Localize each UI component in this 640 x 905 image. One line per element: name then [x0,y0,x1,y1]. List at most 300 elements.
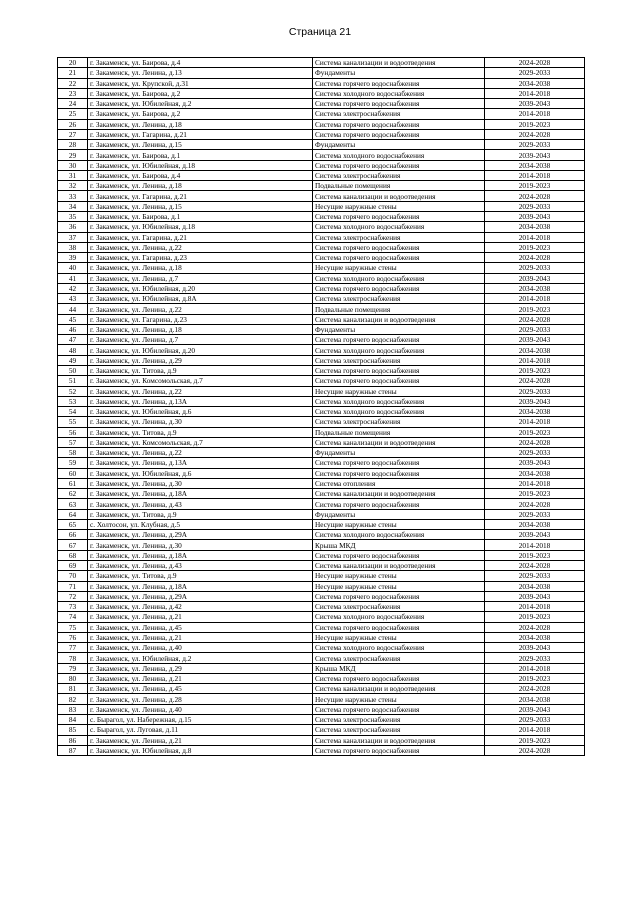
address-cell: г. Закаменск, ул. Гагарина, д.21 [88,232,313,242]
address-cell: г. Закаменск, ул. Титова, д.9 [88,509,313,519]
system-cell: Система электроснабжения [313,417,485,427]
address-cell: г. Закаменск, ул. Ленина, д.21 [88,612,313,622]
period-cell: 2019-2023 [485,427,585,437]
row-number: 67 [58,540,88,550]
period-cell: 2039-2043 [485,704,585,714]
table-row [58,150,585,160]
row-number: 68 [58,550,88,560]
system-cell: Несущие наружные стены [313,581,485,591]
table-row [58,437,585,447]
address-cell: г. Закаменск, ул. Ленина, д.21 [88,673,313,683]
system-cell: Система канализации и водоотведения [313,314,485,324]
address-cell: г. Закаменск, ул. Юбилейная, д.2 [88,653,313,663]
address-cell: г. Закаменск, ул. Ленина, д.42 [88,602,313,612]
address-cell: г. Закаменск, ул. Ленина, д.21 [88,735,313,745]
address-cell: г. Закаменск, ул. Ленина, д.7 [88,335,313,345]
address-cell: г. Закаменск, ул. Баирова, д.2 [88,88,313,98]
system-cell: Фундаменты [313,324,485,334]
period-cell: 2034-2038 [485,581,585,591]
period-cell: 2029-2033 [485,509,585,519]
period-cell: 2014-2018 [485,417,585,427]
system-cell: Система горячего водоснабжения [313,242,485,252]
period-cell: 2024-2028 [485,622,585,632]
row-number: 66 [58,530,88,540]
row-number: 34 [58,201,88,211]
period-cell: 2019-2023 [485,304,585,314]
period-cell: 2039-2043 [485,273,585,283]
address-cell: г. Закаменск, ул. Юбилейная, д.20 [88,283,313,293]
period-cell: 2024-2028 [485,745,585,755]
table-row [58,468,585,478]
table-row [58,201,585,211]
row-number: 37 [58,232,88,242]
period-cell: 2014-2018 [485,294,585,304]
table-row [58,581,585,591]
address-cell: г. Закаменск, ул. Юбилейная, д.6 [88,468,313,478]
period-cell: 2029-2033 [485,324,585,334]
table-row [58,129,585,139]
period-cell: 2014-2018 [485,88,585,98]
system-cell: Система канализации и водоотведения [313,58,485,68]
system-cell: Система канализации и водоотведения [313,735,485,745]
table-row [58,550,585,560]
period-cell: 2019-2023 [485,489,585,499]
address-cell: г. Закаменск, ул. Ленина, д.18А [88,581,313,591]
period-cell: 2019-2023 [485,181,585,191]
address-cell: г. Закаменск, ул. Ленина, д.18 [88,181,313,191]
period-cell: 2014-2018 [485,602,585,612]
table-row [58,355,585,365]
row-number: 76 [58,632,88,642]
period-cell: 2014-2018 [485,232,585,242]
system-cell: Система горячего водоснабжения [313,499,485,509]
system-cell: Несущие наружные стены [313,201,485,211]
address-cell: г. Закаменск, ул. Ленина, д.15 [88,140,313,150]
row-number: 26 [58,119,88,129]
system-cell: Система холодного водоснабжения [313,396,485,406]
row-number: 44 [58,304,88,314]
address-cell: г. Закаменск, ул. Титова, д.9 [88,571,313,581]
period-cell: 2024-2028 [485,684,585,694]
period-cell: 2024-2028 [485,129,585,139]
system-cell: Система горячего водоснабжения [313,376,485,386]
address-cell: г. Закаменск, ул. Ленина, д.22 [88,304,313,314]
table-row [58,170,585,180]
system-cell: Система электроснабжения [313,715,485,725]
system-cell: Система холодного водоснабжения [313,530,485,540]
address-cell: с. Бырагол, ул. Луговая, д.11 [88,725,313,735]
row-number: 39 [58,253,88,263]
page-number-header: Страница 21 [288,26,352,38]
row-number: 70 [58,571,88,581]
table-row [58,211,585,221]
table-row [58,725,585,735]
row-number: 50 [58,365,88,375]
table-row [58,109,585,119]
address-cell: г. Закаменск, ул. Юбилейная, д.20 [88,345,313,355]
row-number: 22 [58,78,88,88]
address-cell: г. Закаменск, ул. Ленина, д.43 [88,561,313,571]
table-row [58,242,585,252]
row-number: 77 [58,643,88,653]
row-number: 72 [58,591,88,601]
period-cell: 2034-2038 [485,468,585,478]
table-row [58,58,585,68]
address-cell: г. Закаменск, ул. Ленина, д.30 [88,540,313,550]
system-cell: Система канализации и водоотведения [313,561,485,571]
address-cell: г. Закаменск, ул. Баирова, д.4 [88,170,313,180]
row-number: 55 [58,417,88,427]
period-cell: 2039-2043 [485,643,585,653]
system-cell: Система горячего водоснабжения [313,119,485,129]
table-row [58,386,585,396]
period-cell: 2034-2038 [485,283,585,293]
system-cell: Система холодного водоснабжения [313,222,485,232]
table-row [58,478,585,488]
system-cell: Система холодного водоснабжения [313,612,485,622]
system-cell: Система холодного водоснабжения [313,150,485,160]
row-number: 42 [58,283,88,293]
period-cell: 2039-2043 [485,150,585,160]
system-cell: Система электроснабжения [313,109,485,119]
period-cell: 2024-2028 [485,376,585,386]
period-cell: 2014-2018 [485,109,585,119]
system-cell: Система горячего водоснабжения [313,673,485,683]
system-cell: Подвальные помещения [313,427,485,437]
table-row [58,68,585,78]
system-cell: Система холодного водоснабжения [313,407,485,417]
table-row [58,653,585,663]
period-cell: 2024-2028 [485,253,585,263]
system-cell: Крыша МКД [313,540,485,550]
address-cell: г. Закаменск, ул. Баирова, д.1 [88,150,313,160]
system-cell: Фундаменты [313,68,485,78]
address-cell: г. Закаменск, ул. Ленина, д.29 [88,663,313,673]
address-cell: г. Закаменск, ул. Ленина, д.30 [88,417,313,427]
table-row [58,140,585,150]
repair-schedule-table [57,57,585,756]
period-cell: 2029-2033 [485,263,585,273]
row-number: 64 [58,509,88,519]
row-number: 58 [58,448,88,458]
address-cell: г. Закаменск, ул. Ленина, д.18А [88,489,313,499]
row-number: 49 [58,355,88,365]
row-number: 73 [58,602,88,612]
row-number: 60 [58,468,88,478]
address-cell: г. Закаменск, ул. Баирова, д.1 [88,211,313,221]
address-cell: г. Закаменск, ул. Ленина, д.22 [88,448,313,458]
period-cell: 2014-2018 [485,170,585,180]
table-row [58,253,585,263]
address-cell: г. Закаменск, ул. Юбилейная, д.8 [88,745,313,755]
address-cell: г. Закаменск, ул. Юбилейная, д.6 [88,407,313,417]
period-cell: 2029-2033 [485,571,585,581]
table-row [58,222,585,232]
system-cell: Система отопления [313,478,485,488]
row-number: 33 [58,191,88,201]
system-cell: Система электроснабжения [313,232,485,242]
address-cell: г. Закаменск, ул. Ленина, д.21 [88,632,313,642]
address-cell: с. Холтосон, ул. Клубная, д.5 [88,519,313,529]
row-number: 65 [58,519,88,529]
row-number: 35 [58,211,88,221]
address-cell: г. Закаменск, ул. Ленина, д.18А [88,550,313,560]
system-cell: Система горячего водоснабжения [313,160,485,170]
row-number: 62 [58,489,88,499]
row-number: 45 [58,314,88,324]
system-cell: Несущие наружные стены [313,263,485,273]
table-row [58,448,585,458]
row-number: 28 [58,140,88,150]
row-number: 86 [58,735,88,745]
period-cell: 2029-2033 [485,653,585,663]
table-row [58,735,585,745]
address-cell: г. Закаменск, ул. Ленина, д.18 [88,263,313,273]
row-number: 74 [58,612,88,622]
address-cell: г. Закаменск, ул. Комсомольская, д.7 [88,437,313,447]
period-cell: 2014-2018 [485,540,585,550]
address-cell: г. Закаменск, ул. Ленина, д.30 [88,478,313,488]
table-row [58,684,585,694]
table-row [58,612,585,622]
address-cell: г. Закаменск, ул. Ленина, д.29 [88,355,313,365]
system-cell: Система электроснабжения [313,170,485,180]
table-row [58,314,585,324]
row-number: 38 [58,242,88,252]
table-row [58,519,585,529]
table-row [58,715,585,725]
address-cell: г. Закаменск, ул. Юбилейная, д.8А [88,294,313,304]
system-cell: Система горячего водоснабжения [313,335,485,345]
row-number: 20 [58,58,88,68]
row-number: 47 [58,335,88,345]
system-cell: Система электроснабжения [313,653,485,663]
address-cell: г. Закаменск, ул. Ленина, д.45 [88,622,313,632]
table-row [58,263,585,273]
period-cell: 2034-2038 [485,222,585,232]
address-cell: г. Закаменск, ул. Крупской, д.31 [88,78,313,88]
period-cell: 2039-2043 [485,396,585,406]
table-row [58,704,585,714]
period-cell: 2039-2043 [485,335,585,345]
row-number: 84 [58,715,88,725]
system-cell: Несущие наружные стены [313,519,485,529]
table-row [58,509,585,519]
system-cell: Несущие наружные стены [313,694,485,704]
address-cell: г. Закаменск, ул. Ленина, д.28 [88,694,313,704]
period-cell: 2034-2038 [485,78,585,88]
row-number: 79 [58,663,88,673]
row-number: 23 [58,88,88,98]
system-cell: Система канализации и водоотведения [313,684,485,694]
address-cell: г. Закаменск, ул. Гагарина, д.21 [88,129,313,139]
table-row [58,396,585,406]
table-row [58,663,585,673]
address-cell: г. Закаменск, ул. Юбилейная, д.2 [88,99,313,109]
system-cell: Система электроснабжения [313,294,485,304]
row-number: 43 [58,294,88,304]
system-cell: Подвальные помещения [313,181,485,191]
period-cell: 2019-2023 [485,119,585,129]
row-number: 24 [58,99,88,109]
table-row [58,643,585,653]
table-row [58,273,585,283]
row-number: 25 [58,109,88,119]
system-cell: Несущие наружные стены [313,632,485,642]
row-number: 81 [58,684,88,694]
period-cell: 2029-2033 [485,386,585,396]
period-cell: 2034-2038 [485,694,585,704]
period-cell: 2029-2033 [485,140,585,150]
row-number: 82 [58,694,88,704]
address-cell: г. Закаменск, ул. Юбилейная, д.18 [88,160,313,170]
period-cell: 2034-2038 [485,632,585,642]
table-row [58,160,585,170]
table-row [58,119,585,129]
row-number: 29 [58,150,88,160]
table-row [58,304,585,314]
system-cell: Система холодного водоснабжения [313,345,485,355]
address-cell: г. Закаменск, ул. Гагарина, д.21 [88,191,313,201]
system-cell: Система горячего водоснабжения [313,591,485,601]
period-cell: 2014-2018 [485,725,585,735]
system-cell: Система электроснабжения [313,355,485,365]
row-number: 59 [58,458,88,468]
address-cell: г. Закаменск, ул. Ленина, д.13А [88,458,313,468]
table-row [58,232,585,242]
system-cell: Система канализации и водоотведения [313,437,485,447]
row-number: 36 [58,222,88,232]
address-cell: г. Закаменск, ул. Ленина, д.43 [88,499,313,509]
period-cell: 2019-2023 [485,673,585,683]
system-cell: Фундаменты [313,140,485,150]
system-cell: Система электроснабжения [313,725,485,735]
row-number: 21 [58,68,88,78]
row-number: 61 [58,478,88,488]
table-row [58,78,585,88]
table-row [58,561,585,571]
row-number: 87 [58,745,88,755]
row-number: 78 [58,653,88,663]
table-row [58,745,585,755]
system-cell: Система горячего водоснабжения [313,458,485,468]
system-cell: Система горячего водоснабжения [313,78,485,88]
period-cell: 2039-2043 [485,530,585,540]
address-cell: г. Закаменск, ул. Титова, д.9 [88,427,313,437]
table-row [58,622,585,632]
address-cell: г. Закаменск, ул. Гагарина, д.23 [88,314,313,324]
period-cell: 2019-2023 [485,550,585,560]
system-cell: Система горячего водоснабжения [313,622,485,632]
row-number: 51 [58,376,88,386]
table-row [58,489,585,499]
row-number: 69 [58,561,88,571]
period-cell: 2039-2043 [485,211,585,221]
row-number: 53 [58,396,88,406]
table-row [58,571,585,581]
period-cell: 2039-2043 [485,591,585,601]
table-row [58,407,585,417]
address-cell: г. Закаменск, ул. Баирова, д.2 [88,109,313,119]
system-cell: Фундаменты [313,448,485,458]
table-row [58,530,585,540]
period-cell: 2024-2028 [485,437,585,447]
row-number: 63 [58,499,88,509]
period-cell: 2024-2028 [485,561,585,571]
row-number: 56 [58,427,88,437]
system-cell: Крыша МКД [313,663,485,673]
system-cell: Система горячего водоснабжения [313,550,485,560]
table-row [58,294,585,304]
row-number: 54 [58,407,88,417]
system-cell: Система горячего водоснабжения [313,704,485,714]
address-cell: г. Закаменск, ул. Гагарина, д.23 [88,253,313,263]
address-cell: г. Закаменск, ул. Ленина, д.40 [88,643,313,653]
period-cell: 2034-2038 [485,345,585,355]
table-row [58,602,585,612]
system-cell: Система горячего водоснабжения [313,283,485,293]
system-cell: Система электроснабжения [313,602,485,612]
address-cell: г. Закаменск, ул. Титова, д.9 [88,365,313,375]
system-cell: Система горячего водоснабжения [313,253,485,263]
table-row [58,694,585,704]
system-cell: Фундаменты [313,509,485,519]
period-cell: 2024-2028 [485,314,585,324]
period-cell: 2029-2033 [485,68,585,78]
row-number: 52 [58,386,88,396]
period-cell: 2024-2028 [485,499,585,509]
address-cell: г. Закаменск, ул. Ленина, д.22 [88,242,313,252]
table-row [58,376,585,386]
table-row [58,181,585,191]
address-cell: г. Закаменск, ул. Ленина, д.40 [88,704,313,714]
system-cell: Система канализации и водоотведения [313,489,485,499]
row-number: 75 [58,622,88,632]
period-cell: 2039-2043 [485,99,585,109]
period-cell: 2029-2033 [485,448,585,458]
system-cell: Система горячего водоснабжения [313,745,485,755]
table-row [58,345,585,355]
system-cell: Система горячего водоснабжения [313,365,485,375]
table-row [58,540,585,550]
system-cell: Система холодного водоснабжения [313,88,485,98]
table-row [58,632,585,642]
table-row [58,591,585,601]
period-cell: 2019-2023 [485,612,585,622]
address-cell: г. Закаменск, ул. Ленина, д.18 [88,324,313,334]
address-cell: г. Закаменск, ул. Юбилейная, д.18 [88,222,313,232]
table-row [58,499,585,509]
period-cell: 2014-2018 [485,355,585,365]
address-cell: г. Закаменск, ул. Ленина, д.29А [88,530,313,540]
schedule-table-body [58,58,585,756]
address-cell: г. Закаменск, ул. Ленина, д.13 [88,68,313,78]
period-cell: 2034-2038 [485,160,585,170]
system-cell: Система холодного водоснабжения [313,273,485,283]
period-cell: 2034-2038 [485,407,585,417]
system-cell: Несущие наружные стены [313,571,485,581]
period-cell: 2019-2023 [485,242,585,252]
table-row [58,458,585,468]
period-cell: 2029-2033 [485,715,585,725]
row-number: 48 [58,345,88,355]
period-cell: 2029-2033 [485,201,585,211]
period-cell: 2024-2028 [485,191,585,201]
address-cell: г. Закаменск, ул. Ленина, д.18 [88,119,313,129]
period-cell: 2019-2023 [485,735,585,745]
row-number: 27 [58,129,88,139]
row-number: 71 [58,581,88,591]
